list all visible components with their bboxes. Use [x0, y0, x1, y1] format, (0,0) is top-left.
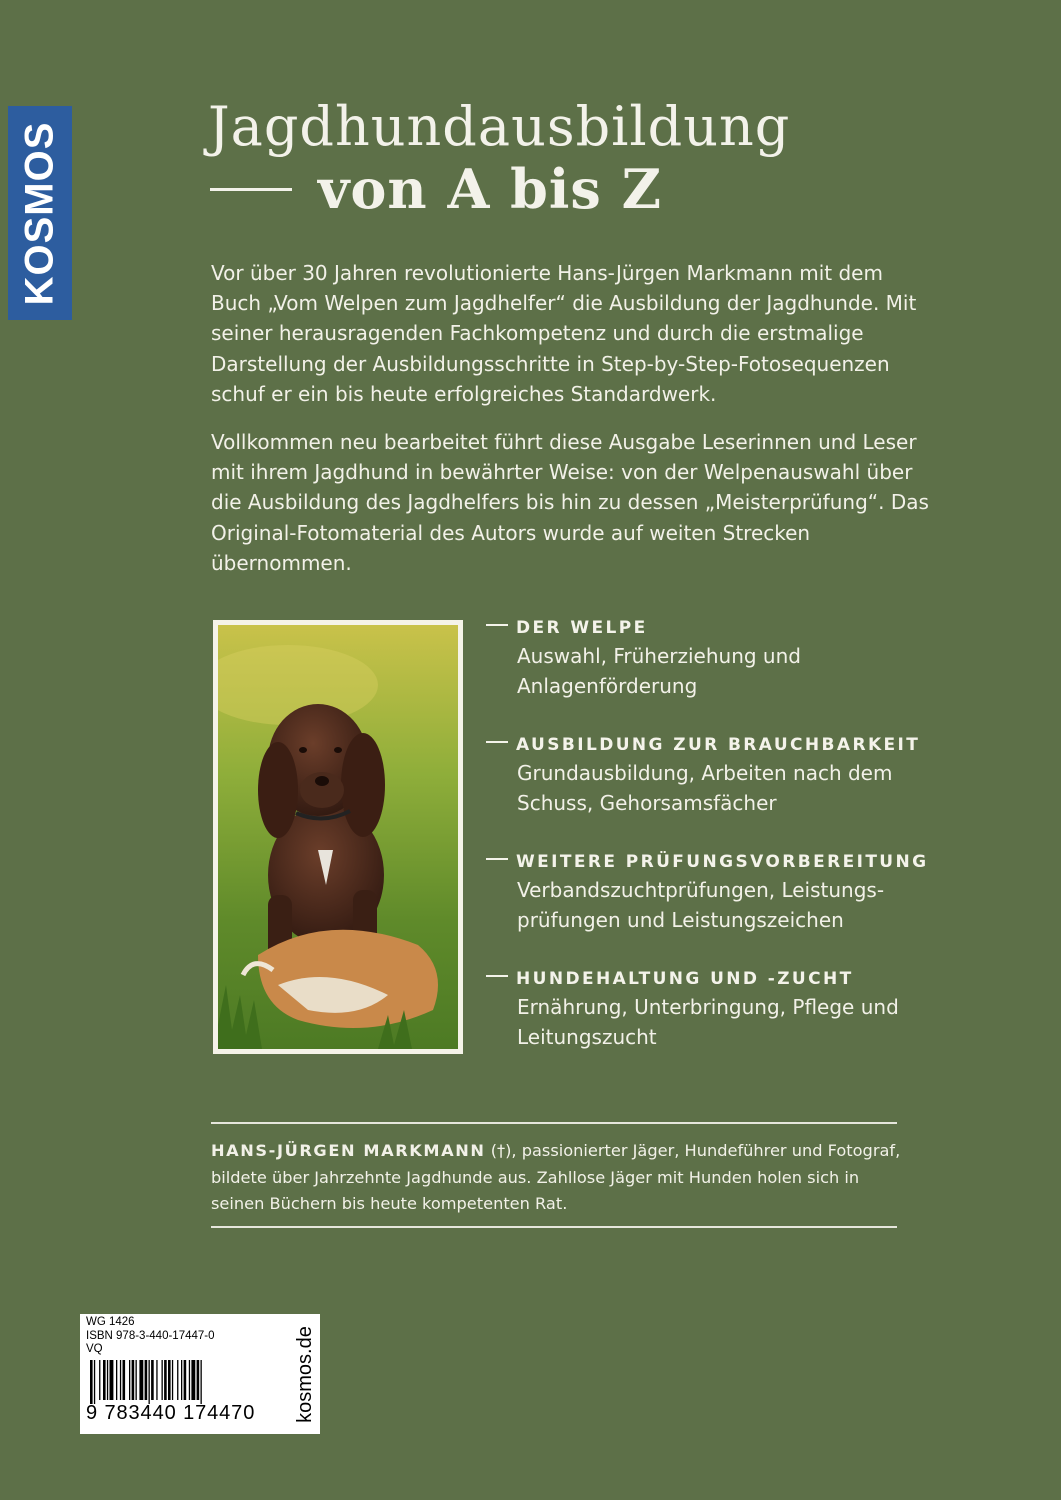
barcode-bar [156, 1360, 157, 1400]
isbn-text: ISBN 978-3-440-17447-0 [86, 1329, 215, 1342]
wg-number: WG 1426 [86, 1316, 135, 1328]
feature-heading-row [486, 732, 926, 758]
barcode-bar [94, 1360, 95, 1404]
intro-paragraph-1: Vor über 30 Jahren revolutionierte Hans-Jürgen Markmann mit dem Buch „Vom Welpen zum Jagdhelfer“ die Ausbildung der Jagdhunde. Mit seiner herausragenden Fachkompetenz und durch die erstmalige Darstellung der Ausbildungsschritte in Step-by-Step-Fotosequenzen schuf er ein bis heute erfolgreiches Standardwerk. [211, 261, 917, 406]
feature-item [486, 849, 929, 935]
feature-heading: WEITERE PRÜFUNGSVORBEREITUNG [516, 852, 929, 872]
title-line-2: von A bis Z [318, 157, 663, 221]
barcode-bar [168, 1360, 171, 1400]
publisher-logo-text: KOSMOS [17, 121, 62, 305]
barcode-bar [149, 1360, 150, 1404]
barcode-bar [120, 1360, 121, 1400]
feature-item [486, 732, 926, 818]
feature-heading: DER WELPE [516, 618, 648, 638]
feature-text: Auswahl, Früherziehung und Anlagenförderung [517, 644, 801, 698]
barcode-bar [99, 1360, 100, 1400]
puppy-photo-frame [213, 620, 463, 1054]
feature-list [486, 615, 929, 1083]
barcode-bar [151, 1360, 154, 1400]
barcode-bar [191, 1360, 195, 1400]
feature-heading: HUNDEHALTUNG UND -ZUCHT [516, 969, 854, 989]
publisher-url: kosmos.de [293, 1325, 316, 1423]
barcode-bar [132, 1360, 135, 1400]
feature-text: Verbandszuchtprüfungen, Leistungsprüfungen und Leistungszeichen [517, 878, 885, 932]
barcode-bar [197, 1360, 200, 1400]
barcode-bar [123, 1360, 126, 1400]
barcode-bar [110, 1360, 114, 1400]
barcode-bar [107, 1360, 108, 1400]
barcode-bar [145, 1360, 148, 1400]
barcode-bar [172, 1360, 173, 1400]
title-line-2-row [208, 154, 908, 224]
barcode-icon [86, 1360, 282, 1404]
feature-item [486, 615, 926, 701]
barcode-bar [201, 1360, 202, 1404]
author-bio-text: (†), passionierter Jäger, Hundeführer und Fotograf, bildete über Jahrzehnte Jagdhunde aus. Zahllose Jäger mit Hunden holen sich in seinen Büchern bis heute kompetenten Rat. [211, 1141, 901, 1213]
barcode-digits: 9 783440 174470 [86, 1401, 256, 1424]
feature-text: Ernährung, Unterbringung, Pflege und Leitungszucht [517, 995, 899, 1049]
author-name: HANS-JÜRGEN MARKMANN [211, 1141, 486, 1160]
publisher-url-strip [290, 1314, 320, 1434]
barcode-bar [103, 1360, 106, 1400]
divider-top [211, 1122, 897, 1124]
divider-bottom [211, 1226, 897, 1228]
author-bio [211, 1138, 911, 1218]
barcode-bar [181, 1360, 182, 1400]
dash-icon [486, 741, 508, 743]
barcode-bar [129, 1360, 130, 1400]
publisher-logo [8, 106, 72, 320]
dash-icon [486, 624, 508, 626]
intro-paragraph-2: Vollkommen neu bearbeitet führt diese Ausgabe Leserinnen und Leser mit ihrem Jagdhund in bewährter Weise: von der Welpenauswahl über die Ausbildung des Jagdhelfers bis hin zu dessen „Meisterprüfung“. Das Original-Fotomaterial des Autors wurde auf weiten Strecken übernommen. [211, 430, 929, 575]
barcode-bar [184, 1360, 187, 1400]
dash-icon [486, 858, 508, 860]
feature-heading-row [486, 615, 926, 641]
barcode-bar [189, 1360, 190, 1400]
title-line-1: Jagdhundausbildung [208, 95, 791, 158]
barcode-label [80, 1314, 290, 1434]
puppy-photo [218, 625, 458, 1049]
feature-item [486, 966, 926, 1052]
book-title [208, 92, 908, 224]
feature-heading-row [486, 966, 926, 992]
title-dash [210, 188, 292, 191]
vq-code: VQ [86, 1343, 103, 1355]
barcode-bar [90, 1360, 93, 1404]
barcode-bar [116, 1360, 117, 1400]
feature-heading: AUSBILDUNG ZUR BRAUCHBARKEIT [516, 735, 921, 755]
feature-heading-row [486, 849, 929, 875]
barcode-bar [164, 1360, 167, 1400]
intro-text [211, 258, 931, 596]
feature-text: Grundausbildung, Arbeiten nach dem Schuss, Gehorsamsfächer [517, 761, 893, 815]
barcode-bar [177, 1360, 178, 1400]
dash-icon [486, 975, 508, 977]
barcode-bar [136, 1360, 137, 1400]
barcode-bar [139, 1360, 143, 1400]
barcode-bar [162, 1360, 163, 1400]
